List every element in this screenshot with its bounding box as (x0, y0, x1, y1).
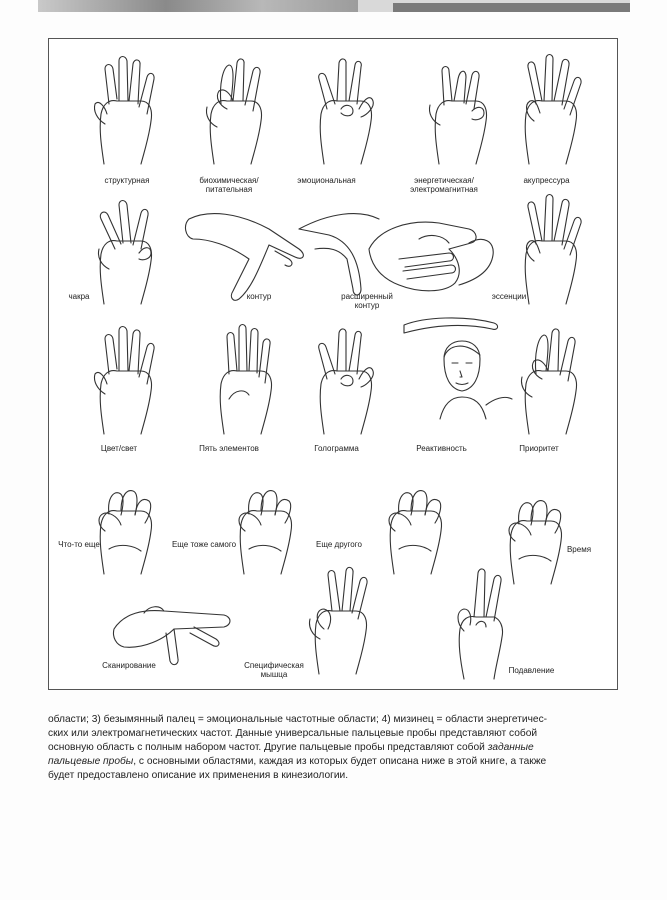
italic-term: заданные (487, 742, 534, 753)
hand-drawing (404, 319, 504, 444)
hand-line (544, 195, 553, 242)
caption-line: Сканирование (102, 661, 156, 670)
illustration-caption (184, 176, 274, 194)
caption-line: питательная (205, 185, 253, 194)
hand-outline (100, 101, 151, 164)
hand-line (239, 325, 247, 372)
hand-drawing (299, 49, 399, 174)
hand-line (105, 65, 117, 105)
text-segment: , с основными областями, каждая из которых будет описана ниже в этой книге, а также (133, 756, 547, 767)
hand-outline (210, 101, 261, 164)
hand-line (486, 575, 501, 621)
caption-line: чакра (68, 292, 90, 301)
hand-line (535, 335, 548, 374)
hand-line (129, 330, 140, 374)
illustration-caption (87, 176, 167, 185)
illustration-caption (494, 666, 569, 675)
hand-outline (525, 101, 576, 164)
hand-line (119, 57, 128, 102)
hand-line (337, 329, 346, 371)
hand-drawing (189, 49, 289, 174)
illustration-caption (89, 661, 169, 670)
hand-outline (113, 611, 230, 648)
caption-line: Приоритет (519, 444, 559, 453)
caption-line: Голограмма (314, 444, 359, 453)
hand-line (404, 318, 498, 333)
finger-modes-figure (48, 38, 618, 690)
caption-line: акупрессура (523, 176, 570, 185)
hand-outline (315, 611, 366, 674)
illustration-caption (284, 176, 369, 185)
caption-line: контур (354, 301, 380, 310)
illustration-caption (49, 540, 109, 549)
caption-line: энергетическая/ (414, 176, 474, 185)
hand-line (548, 329, 559, 371)
caption-line: Время (566, 545, 592, 554)
caption-line: эмоциональная (297, 176, 356, 185)
hand-line (328, 571, 340, 612)
hand-drawing (504, 319, 604, 444)
caption-line: расширенный (341, 292, 393, 301)
hand-line (442, 67, 452, 106)
hand-line (349, 331, 361, 374)
caption-line: Специфическая (244, 661, 304, 670)
hand-drawing (79, 319, 179, 444)
illustration-caption (49, 292, 109, 301)
caption-line: Еще другого (316, 540, 362, 549)
hand-line (227, 333, 237, 375)
caption-line: структурная (104, 176, 150, 185)
hand-outline (435, 101, 486, 164)
hand-outline (220, 371, 271, 434)
illustration-caption (234, 661, 314, 679)
illustration-caption (332, 292, 402, 310)
hand-line (528, 62, 542, 104)
body-paragraph (48, 713, 620, 783)
hand-outline (525, 371, 576, 434)
illustration-caption (294, 444, 379, 453)
hand-drawing (504, 49, 604, 174)
hand-outline (100, 371, 151, 434)
hand-drawing (359, 209, 459, 334)
hand-line (474, 569, 485, 617)
italic-term: пальцевые пробы (48, 756, 134, 767)
hand-line (119, 201, 131, 244)
hand-drawing (79, 459, 179, 584)
illustration-caption (499, 444, 579, 453)
hand-line (440, 397, 486, 419)
hand-line (119, 327, 128, 372)
hand-line (249, 329, 258, 374)
header-photo-strip (38, 0, 630, 12)
hand-line (105, 335, 117, 375)
hand-line (233, 59, 244, 101)
hand-drawing (199, 319, 299, 444)
hand-line (444, 341, 480, 391)
hand-drawing (414, 49, 514, 174)
illustration-caption (304, 540, 374, 549)
caption-line: биохимическая/ (199, 176, 259, 185)
text-line (48, 741, 620, 755)
hand-outline (320, 371, 371, 434)
hand-line (220, 65, 233, 104)
caption-line: Что-то еще (58, 540, 100, 549)
hand-line (444, 346, 480, 357)
header-photo (38, 0, 358, 12)
hand-line (190, 627, 219, 646)
hand-line (337, 59, 346, 101)
text-line: области; 3) безымянный палец = эмоциональные частотные области; 4) мизинец = области энергетичес- (48, 714, 548, 725)
hand-drawing (79, 49, 179, 174)
hand-line (342, 567, 353, 611)
illustration-caption (159, 540, 249, 549)
header-bar (393, 3, 630, 12)
caption-line: Подавление (508, 666, 555, 675)
caption-line: эссенции (491, 292, 527, 301)
caption-line: мышца (260, 670, 288, 679)
illustration-caption (549, 545, 609, 554)
caption-line: Реактивность (416, 444, 467, 453)
caption-line: Цвет/свет (100, 444, 138, 453)
illustration-caption (224, 292, 294, 301)
hand-line (129, 60, 140, 104)
hand-line (456, 383, 468, 385)
hand-line (454, 71, 466, 103)
illustration-caption (189, 444, 269, 453)
illustration-caption (399, 444, 484, 453)
text-segment: основную область с полным набором частот. Другие пальцевые пробы представляют собой (48, 742, 488, 753)
text-line: будет предоставлено описание их применения в кинезиологии. (48, 770, 349, 781)
hand-line (299, 229, 361, 295)
caption-line: контур (246, 292, 272, 301)
caption-line: Еще тоже самого (171, 540, 237, 549)
caption-line: электромагнитная (410, 185, 478, 194)
illustration-caption (504, 176, 589, 185)
illustration-caption (394, 176, 494, 194)
text-line (48, 755, 620, 769)
hand-drawing (104, 569, 204, 694)
hand-drawing (299, 319, 399, 444)
hand-line (349, 61, 361, 104)
illustration-caption (79, 444, 159, 453)
hand-line (460, 371, 462, 377)
hand-line (528, 202, 542, 244)
illustration-caption (474, 292, 544, 301)
hand-line (554, 59, 569, 105)
hand-outline (320, 101, 371, 164)
text-line: ских или электромагнетических частот. Данные универсальные пальцевые пробы представляют собой (48, 728, 538, 739)
hand-line (554, 199, 569, 245)
hand-line (544, 55, 553, 102)
caption-line: Пять элементов (199, 444, 259, 453)
hand-line (459, 239, 493, 285)
